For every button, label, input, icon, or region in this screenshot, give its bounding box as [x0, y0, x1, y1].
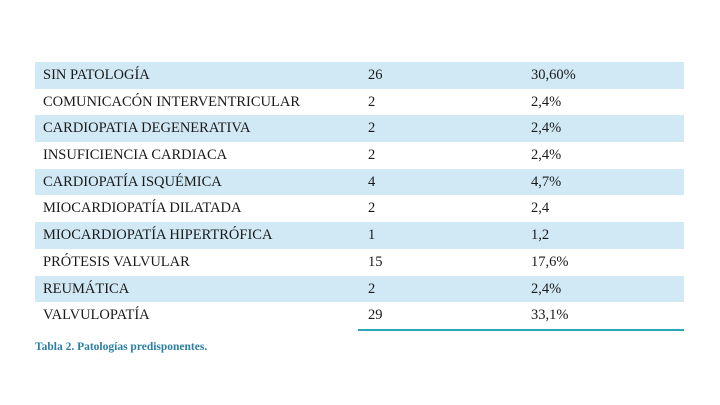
table-row [35, 195, 684, 222]
row-count: 26 [368, 67, 383, 83]
row-name: VALVULOPATÍA [43, 307, 150, 324]
row-count: 1 [368, 227, 376, 244]
row-percent: 2,4% [531, 147, 562, 164]
row-name: CARDIOPATIA DEGENERATIVA [43, 120, 251, 137]
row-percent: 2,4% [531, 93, 562, 110]
row-count: 15 [368, 253, 383, 270]
row-name: INSUFICIENCIA CARDIACA [43, 147, 228, 164]
row-count: 4 [368, 173, 376, 190]
row-percent: 33,1% [531, 307, 569, 324]
table-row [35, 222, 684, 249]
table-row [35, 302, 684, 329]
row-name: SIN PATOLOGÍA [43, 67, 150, 83]
row-name: MIOCARDIOPATÍA DILATADA [43, 200, 242, 217]
table-row [35, 169, 684, 196]
row-percent: 2,4% [531, 120, 562, 137]
row-percent: 30,60% [531, 67, 576, 83]
row-count: 2 [368, 280, 376, 297]
row-count: 2 [368, 93, 376, 110]
table-row [35, 62, 684, 89]
pathology-table [35, 62, 684, 329]
row-percent: 4,7% [531, 173, 562, 190]
table-bottom-rule [358, 329, 684, 331]
row-count: 2 [368, 200, 376, 217]
table-row [35, 142, 684, 169]
row-name: PRÓTESIS VALVULAR [43, 253, 190, 270]
table-row [35, 249, 684, 276]
row-name: CARDIOPATÍA ISQUÉMICA [43, 173, 222, 190]
table-caption: Tabla 2. Patologías predisponentes. [35, 341, 208, 353]
table-row [35, 276, 684, 303]
row-percent: 2,4 [531, 200, 550, 217]
table-row [35, 89, 684, 116]
row-name: COMUNICACÓN INTERVENTRICULAR [43, 93, 301, 110]
row-percent: 1,2 [531, 227, 550, 244]
row-count: 29 [368, 307, 383, 324]
row-name: REUMÁTICA [43, 280, 130, 297]
row-percent: 17,6% [531, 253, 569, 270]
table-row [35, 115, 684, 142]
row-name: MIOCARDIOPATÍA HIPERTRÓFICA [43, 227, 273, 244]
row-count: 2 [368, 120, 376, 137]
row-percent: 2,4% [531, 280, 562, 297]
row-count: 2 [368, 147, 376, 164]
